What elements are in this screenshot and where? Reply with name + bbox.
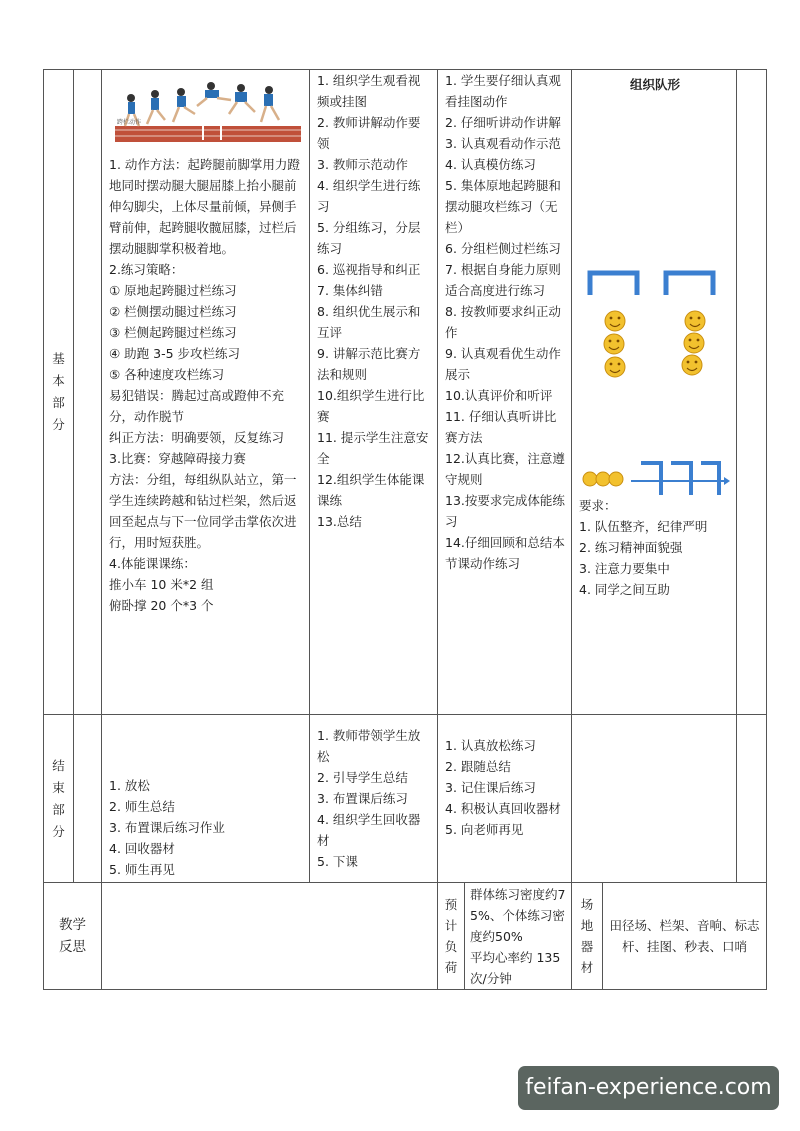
content-item: 5. 师生再见 <box>109 862 175 877</box>
teacher-item: 4. 组织学生进行练习 <box>317 178 421 214</box>
content-item: ⑤ 各种速度攻栏练习 <box>109 367 225 382</box>
teacher-item: 8. 组织优生展示和互评 <box>317 304 421 340</box>
load-cell <box>438 883 572 990</box>
hurdle-frame-icon <box>666 273 713 295</box>
teacher-item: 1. 教师带领学生放松 <box>317 728 421 764</box>
content-item: ③ 栏侧起跨腿过栏练习 <box>109 325 237 340</box>
requirement-item: 3. 注意力要集中 <box>579 561 670 576</box>
content-item: 2. 师生总结 <box>109 799 175 814</box>
teacher-item: 13.总结 <box>317 514 362 529</box>
requirements-title: 要求： <box>579 498 617 513</box>
reflection-content <box>102 883 438 990</box>
requirement-item: 4. 同学之间互助 <box>579 582 670 597</box>
student-item: 3. 记住课后练习 <box>445 780 536 795</box>
venue-text: 田径场、栏架、音响、标志杆、挂图、秒表、口哨 <box>609 918 760 954</box>
teacher-item: 6. 巡视指导和纠正 <box>317 262 421 277</box>
section-label-ending: 结 束 部 分 <box>44 715 74 883</box>
hurdle-frame-icon <box>641 463 661 495</box>
content-item: 纠正方法：明确要领，反复练习 <box>109 430 285 445</box>
hurdle-frame-icon <box>590 273 637 295</box>
requirement-item: 2. 练习精神面貌强 <box>579 540 683 555</box>
student-item: 3. 认真观看动作示范 <box>445 136 561 151</box>
organization-title: 组织队形 <box>629 77 680 92</box>
blank-col <box>74 70 102 715</box>
organization-cell-basic <box>572 70 737 715</box>
student-item: 7. 根据自身能力原则适合高度进行练习 <box>445 262 561 298</box>
teacher-item: 10.组织学生进行比赛 <box>317 388 425 424</box>
teacher-item: 5. 分组练习，分层练习 <box>317 220 421 256</box>
hurdle-frame-icon <box>701 463 719 495</box>
organization-cell-ending <box>572 715 737 883</box>
student-item: 13.按要求完成体能练习 <box>445 493 565 529</box>
content-item: 4. 回收器材 <box>109 841 175 856</box>
requirements <box>579 495 731 600</box>
content-cell-basic <box>102 70 310 715</box>
content-item: 1. 动作方法：起跨腿前脚掌用力蹬地同时摆动腿大腿屈膝上抬小腿前伸勾脚尖，上体尽量前倾，异侧手臂前伸，起跨腿收髋屈膝，过栏后摆动腿脚掌积极着地。 <box>109 157 300 256</box>
teacher-item: 9. 讲解示范比赛方法和规则 <box>317 346 421 382</box>
content-cell-ending <box>102 715 310 883</box>
student-smiley-icon <box>682 355 702 375</box>
student-item: 1. 认真放松练习 <box>445 738 536 753</box>
content-item: ④ 助跑 3-5 步攻栏练习 <box>109 346 241 361</box>
blank-col <box>737 715 767 883</box>
student-item: 14.仔细回顾和总结本节课动作练习 <box>445 535 565 571</box>
blank-col <box>737 70 767 715</box>
content-item: 1. 放松 <box>109 778 150 793</box>
student-item: 11. 仔细认真听讲比赛方法 <box>445 409 557 445</box>
student-smiley-icon <box>596 472 610 486</box>
content-item: 易犯错误：腾起过高或蹬伸不充分，动作脱节 <box>109 388 285 424</box>
content-item: 3.比赛：穿越障碍接力赛 <box>109 451 246 466</box>
student-item: 10.认真评价和听评 <box>445 388 553 403</box>
content-list-basic <box>109 154 304 616</box>
venue-label: 场 地 器 材 <box>572 883 603 989</box>
teacher-item: 7. 集体纠错 <box>317 283 383 298</box>
student-smiley-icon <box>604 334 624 354</box>
student-item: 5. 向老师再见 <box>445 822 524 837</box>
teacher-cell-ending <box>310 715 438 883</box>
student-item: 4. 认真模仿练习 <box>445 157 536 172</box>
arrow-right-icon <box>724 477 730 485</box>
venue-cell <box>572 883 767 990</box>
student-item: 12.认真比赛，注意遵守规则 <box>445 451 565 487</box>
student-smiley-icon <box>685 311 705 331</box>
section-label-basic: 基 本 部 分 <box>44 70 74 715</box>
student-item: 2. 仔细听讲动作讲解 <box>445 115 561 130</box>
student-cell-basic <box>438 70 572 715</box>
teacher-item: 3. 教师示范动作 <box>317 157 408 172</box>
content-item: ② 栏侧摆动腿过栏练习 <box>109 304 237 319</box>
svg-text:跨栏动作: 跨栏动作 <box>117 119 142 126</box>
content-item: 推小车 10 米*2 组 <box>109 577 214 592</box>
teacher-item: 5. 下课 <box>317 854 358 869</box>
student-item: 2. 跟随总结 <box>445 759 511 774</box>
teacher-item: 2. 教师讲解动作要领 <box>317 115 421 151</box>
teacher-item: 4. 组织学生回收器材 <box>317 812 421 848</box>
student-item: 6. 分组栏侧过栏练习 <box>445 241 561 256</box>
content-item: 3. 布置课后练习作业 <box>109 820 225 835</box>
student-cell-ending <box>438 715 572 883</box>
student-smiley-icon <box>605 357 625 377</box>
reflection-label: 教学 反思 <box>44 883 102 990</box>
content-item: 2.练习策略： <box>109 262 184 277</box>
hurdle-technique-illustration <box>109 74 304 148</box>
hurdle-frame-icon <box>671 463 691 495</box>
teacher-item: 12.组织学生体能课课练 <box>317 472 425 508</box>
load-text: 群体练习密度约75%、个体练习密度约50% 平均心率约 135 次/分钟 <box>470 886 566 986</box>
student-smiley-icon <box>684 333 704 353</box>
student-smiley-icon <box>583 472 597 486</box>
student-item: 9. 认真观看优生动作展示 <box>445 346 561 382</box>
student-item: 1. 学生要仔细认真观看挂图动作 <box>445 73 561 109</box>
teacher-item: 1. 组织学生观看视频或挂图 <box>317 73 421 109</box>
content-item: 方法：分组，每组纵队站立，第一学生连续跨越和钻过栏架，然后返回至起点与下一位同学击掌依次进行，用时短获胜。 <box>109 472 297 550</box>
watermark-badge: feifan-experience.com <box>518 1066 779 1110</box>
requirement-item: 1. 队伍整齐，纪律严明 <box>579 519 708 534</box>
content-item: 俯卧撑 20 个*3 个 <box>109 598 214 613</box>
formation-diagram <box>579 95 731 495</box>
content-item: ① 原地起跨腿过栏练习 <box>109 283 237 298</box>
student-item: 5. 集体原地起跨腿和摆动腿攻栏练习（无栏） <box>445 178 561 235</box>
student-item: 8. 按教师要求纠正动作 <box>445 304 561 340</box>
teacher-item: 3. 布置课后练习 <box>317 791 408 806</box>
blank-col <box>74 715 102 883</box>
teacher-item: 11. 提示学生注意安全 <box>317 430 429 466</box>
teacher-cell-basic <box>310 70 438 715</box>
student-smiley-icon <box>605 311 625 331</box>
student-item: 4. 积极认真回收器材 <box>445 801 561 816</box>
load-label: 预 计 负 荷 <box>438 883 465 989</box>
teacher-item: 2. 引导学生总结 <box>317 770 408 785</box>
student-smiley-icon <box>609 472 623 486</box>
content-item: 4.体能课课练： <box>109 556 196 571</box>
lesson-plan-table <box>43 69 767 990</box>
